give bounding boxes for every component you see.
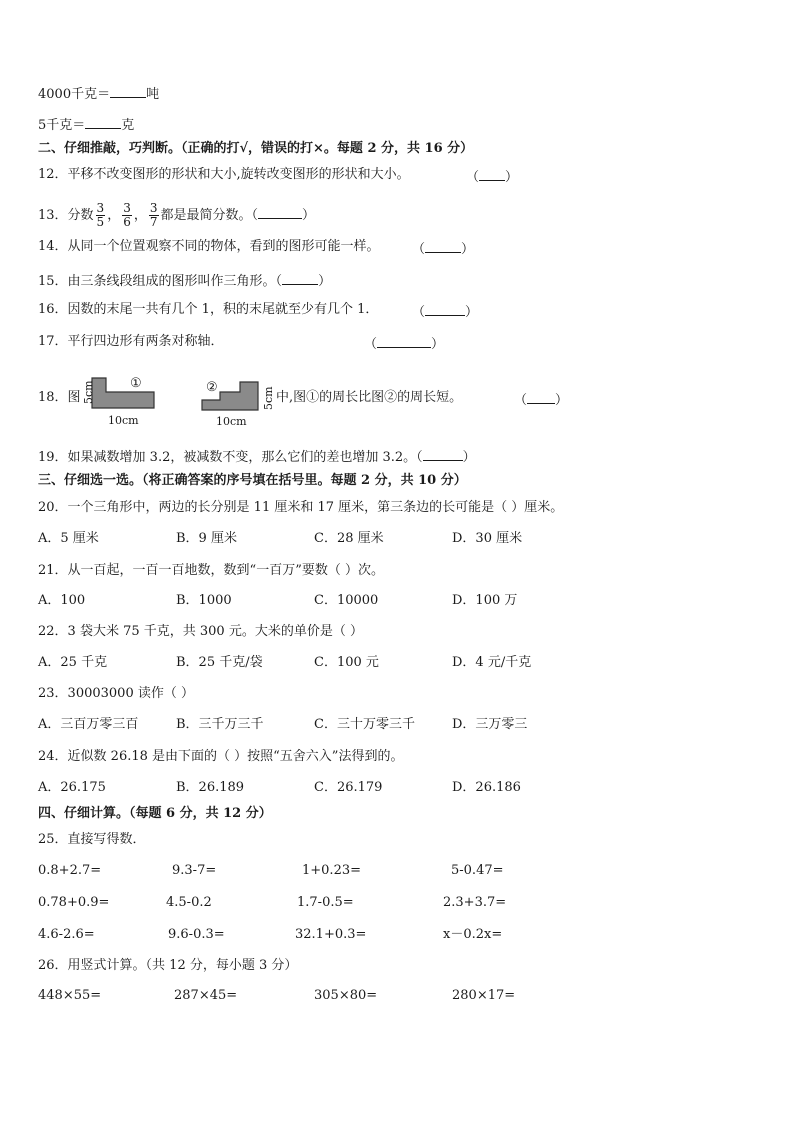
question-15: 15．由三条线段组成的图形叫作三角形。（ ）: [38, 270, 331, 291]
question-19: 19．如果减数增加 3.2，被减数不变，那么它们的差也增加 3.2。（ ）: [38, 446, 476, 467]
calc-item[interactable]: 9.3-7=: [172, 863, 217, 878]
question-21: 21．从一百起，一百一百地数，数到“一百万”要数（ ）次。: [38, 563, 384, 578]
question-13: 13．分数 $\frac{3}{5}$ ， $\frac{3}{6}$ ， $\frac{3}{7}$ 都是最简分数。（ ）: [38, 201, 316, 229]
figure-1-height-label: 5cm: [82, 380, 95, 404]
question-14: 14．从同一个位置观察不同的物体，看到的图形可能一样。: [38, 239, 380, 254]
option-22-a[interactable]: A．25 千克: [38, 655, 108, 670]
option-24-c[interactable]: C．26.179: [314, 780, 383, 795]
vertical-calc-item[interactable]: 305×80=: [314, 988, 378, 1003]
option-23-a[interactable]: A．三百万零三百: [38, 717, 139, 732]
answer-paren-18[interactable]: （ ）: [514, 389, 568, 410]
calc-item[interactable]: 2.3+3.7=: [443, 895, 507, 910]
answer-paren-19[interactable]: （ ）: [416, 450, 476, 465]
option-22-c[interactable]: C．100 元: [314, 655, 379, 670]
option-21-a[interactable]: A．100: [38, 593, 86, 608]
answer-blank[interactable]: [110, 83, 146, 98]
option-24-a[interactable]: A．26.175: [38, 780, 106, 795]
option-20-a[interactable]: A．5 厘米: [38, 531, 99, 546]
figure-2-label: ②: [206, 380, 218, 395]
answer-paren-14[interactable]: （ ）: [412, 238, 474, 259]
answer-paren-17[interactable]: （ ）: [364, 333, 444, 354]
figure-2-height-label: 5cm: [262, 386, 275, 410]
conversion-line-2: 5千克＝ 克: [38, 114, 134, 135]
question-18-prefix: 18．图: [38, 390, 81, 405]
section-4-heading: 四、仔细计算。（每题 6 分，共 12 分）: [38, 806, 272, 821]
option-21-b[interactable]: B．1000: [176, 593, 232, 608]
section-2-heading: 二、仔细推敲，巧判断。（正确的打√，错误的打×。每题 2 分，共 16 分）: [38, 141, 474, 156]
calc-item[interactable]: 1.7-0.5=: [297, 895, 354, 910]
answer-paren-15[interactable]: （ ）: [276, 274, 332, 289]
option-20-d[interactable]: D．30 厘米: [452, 531, 523, 546]
question-22: 22．3 袋大米 75 千克，共 300 元。大米的单价是（ ）: [38, 624, 363, 639]
figure-1-label: ①: [130, 376, 142, 391]
calc-item[interactable]: 4.6-2.6=: [38, 927, 95, 942]
option-22-d[interactable]: D．4 元/千克: [452, 655, 532, 670]
answer-paren-12[interactable]: （ ）: [466, 166, 518, 187]
vertical-calc-item[interactable]: 287×45=: [174, 988, 238, 1003]
vertical-calc-item[interactable]: 448×55=: [38, 988, 102, 1003]
calc-item[interactable]: 0.8+2.7=: [38, 863, 102, 878]
calc-item[interactable]: x－0.2x=: [443, 927, 503, 942]
option-22-b[interactable]: B．25 千克/袋: [176, 655, 263, 670]
fraction-1: $\frac{3}{5}$: [96, 201, 105, 229]
answer-paren-16[interactable]: （ ）: [412, 301, 478, 322]
conversion-line-1: 4000千克＝ 吨: [38, 83, 159, 104]
option-21-d[interactable]: D．100 万: [452, 593, 518, 608]
question-20: 20．一个三角形中，两边的长分别是 11 厘米和 17 厘米，第三条边的长可能是（ ）厘米。: [38, 500, 564, 515]
question-18-text: 中,图①的周长比图②的周长短。: [276, 390, 463, 405]
calc-item[interactable]: 0.78+0.9=: [38, 895, 110, 910]
fraction-3: $\frac{3}{7}$: [149, 201, 158, 229]
option-23-b[interactable]: B．三千万三千: [176, 717, 264, 732]
figure-2-width-label: 10cm: [216, 415, 247, 428]
answer-paren-13[interactable]: （ ）: [252, 208, 316, 223]
option-20-c[interactable]: C．28 厘米: [314, 531, 384, 546]
fraction-2: $\frac{3}{6}$: [123, 201, 131, 229]
question-12: 12．平移不改变图形的形状和大小,旋转改变图形的形状和大小。: [38, 167, 410, 182]
question-23: 23．30003000 读作（ ）: [38, 686, 194, 701]
vertical-calc-item[interactable]: 280×17=: [452, 988, 516, 1003]
calc-item[interactable]: 9.6-0.3=: [168, 927, 225, 942]
calc-item[interactable]: 5-0.47=: [451, 863, 504, 878]
option-21-c[interactable]: C．10000: [314, 593, 379, 608]
figure-1-width-label: 10cm: [108, 414, 139, 427]
option-23-d[interactable]: D．三万零三: [452, 717, 528, 732]
calc-item[interactable]: 32.1+0.3=: [295, 927, 367, 942]
question-24: 24．近似数 26.18 是由下面的（ ）按照“五舍六入”法得到的。: [38, 749, 404, 764]
question-16: 16．因数的末尾一共有几个 1，积的末尾就至少有几个 1．: [38, 302, 379, 317]
question-25: 25．直接写得数．: [38, 832, 146, 847]
question-26: 26．用竖式计算。（共 12 分，每小题 3 分）: [38, 958, 298, 973]
option-24-b[interactable]: B．26.189: [176, 780, 245, 795]
option-20-b[interactable]: B．9 厘米: [176, 531, 237, 546]
option-23-c[interactable]: C．三十万零三千: [314, 717, 415, 732]
calc-item[interactable]: 1+0.23=: [302, 863, 362, 878]
answer-blank[interactable]: [85, 114, 121, 129]
question-17: 17．平行四边形有两条对称轴．: [38, 334, 224, 349]
calc-item[interactable]: 4.5-0.2: [166, 895, 212, 910]
option-24-d[interactable]: D．26.186: [452, 780, 521, 795]
section-3-heading: 三、仔细选一选。（将正确答案的序号填在括号里。每题 2 分，共 10 分）: [38, 473, 467, 488]
